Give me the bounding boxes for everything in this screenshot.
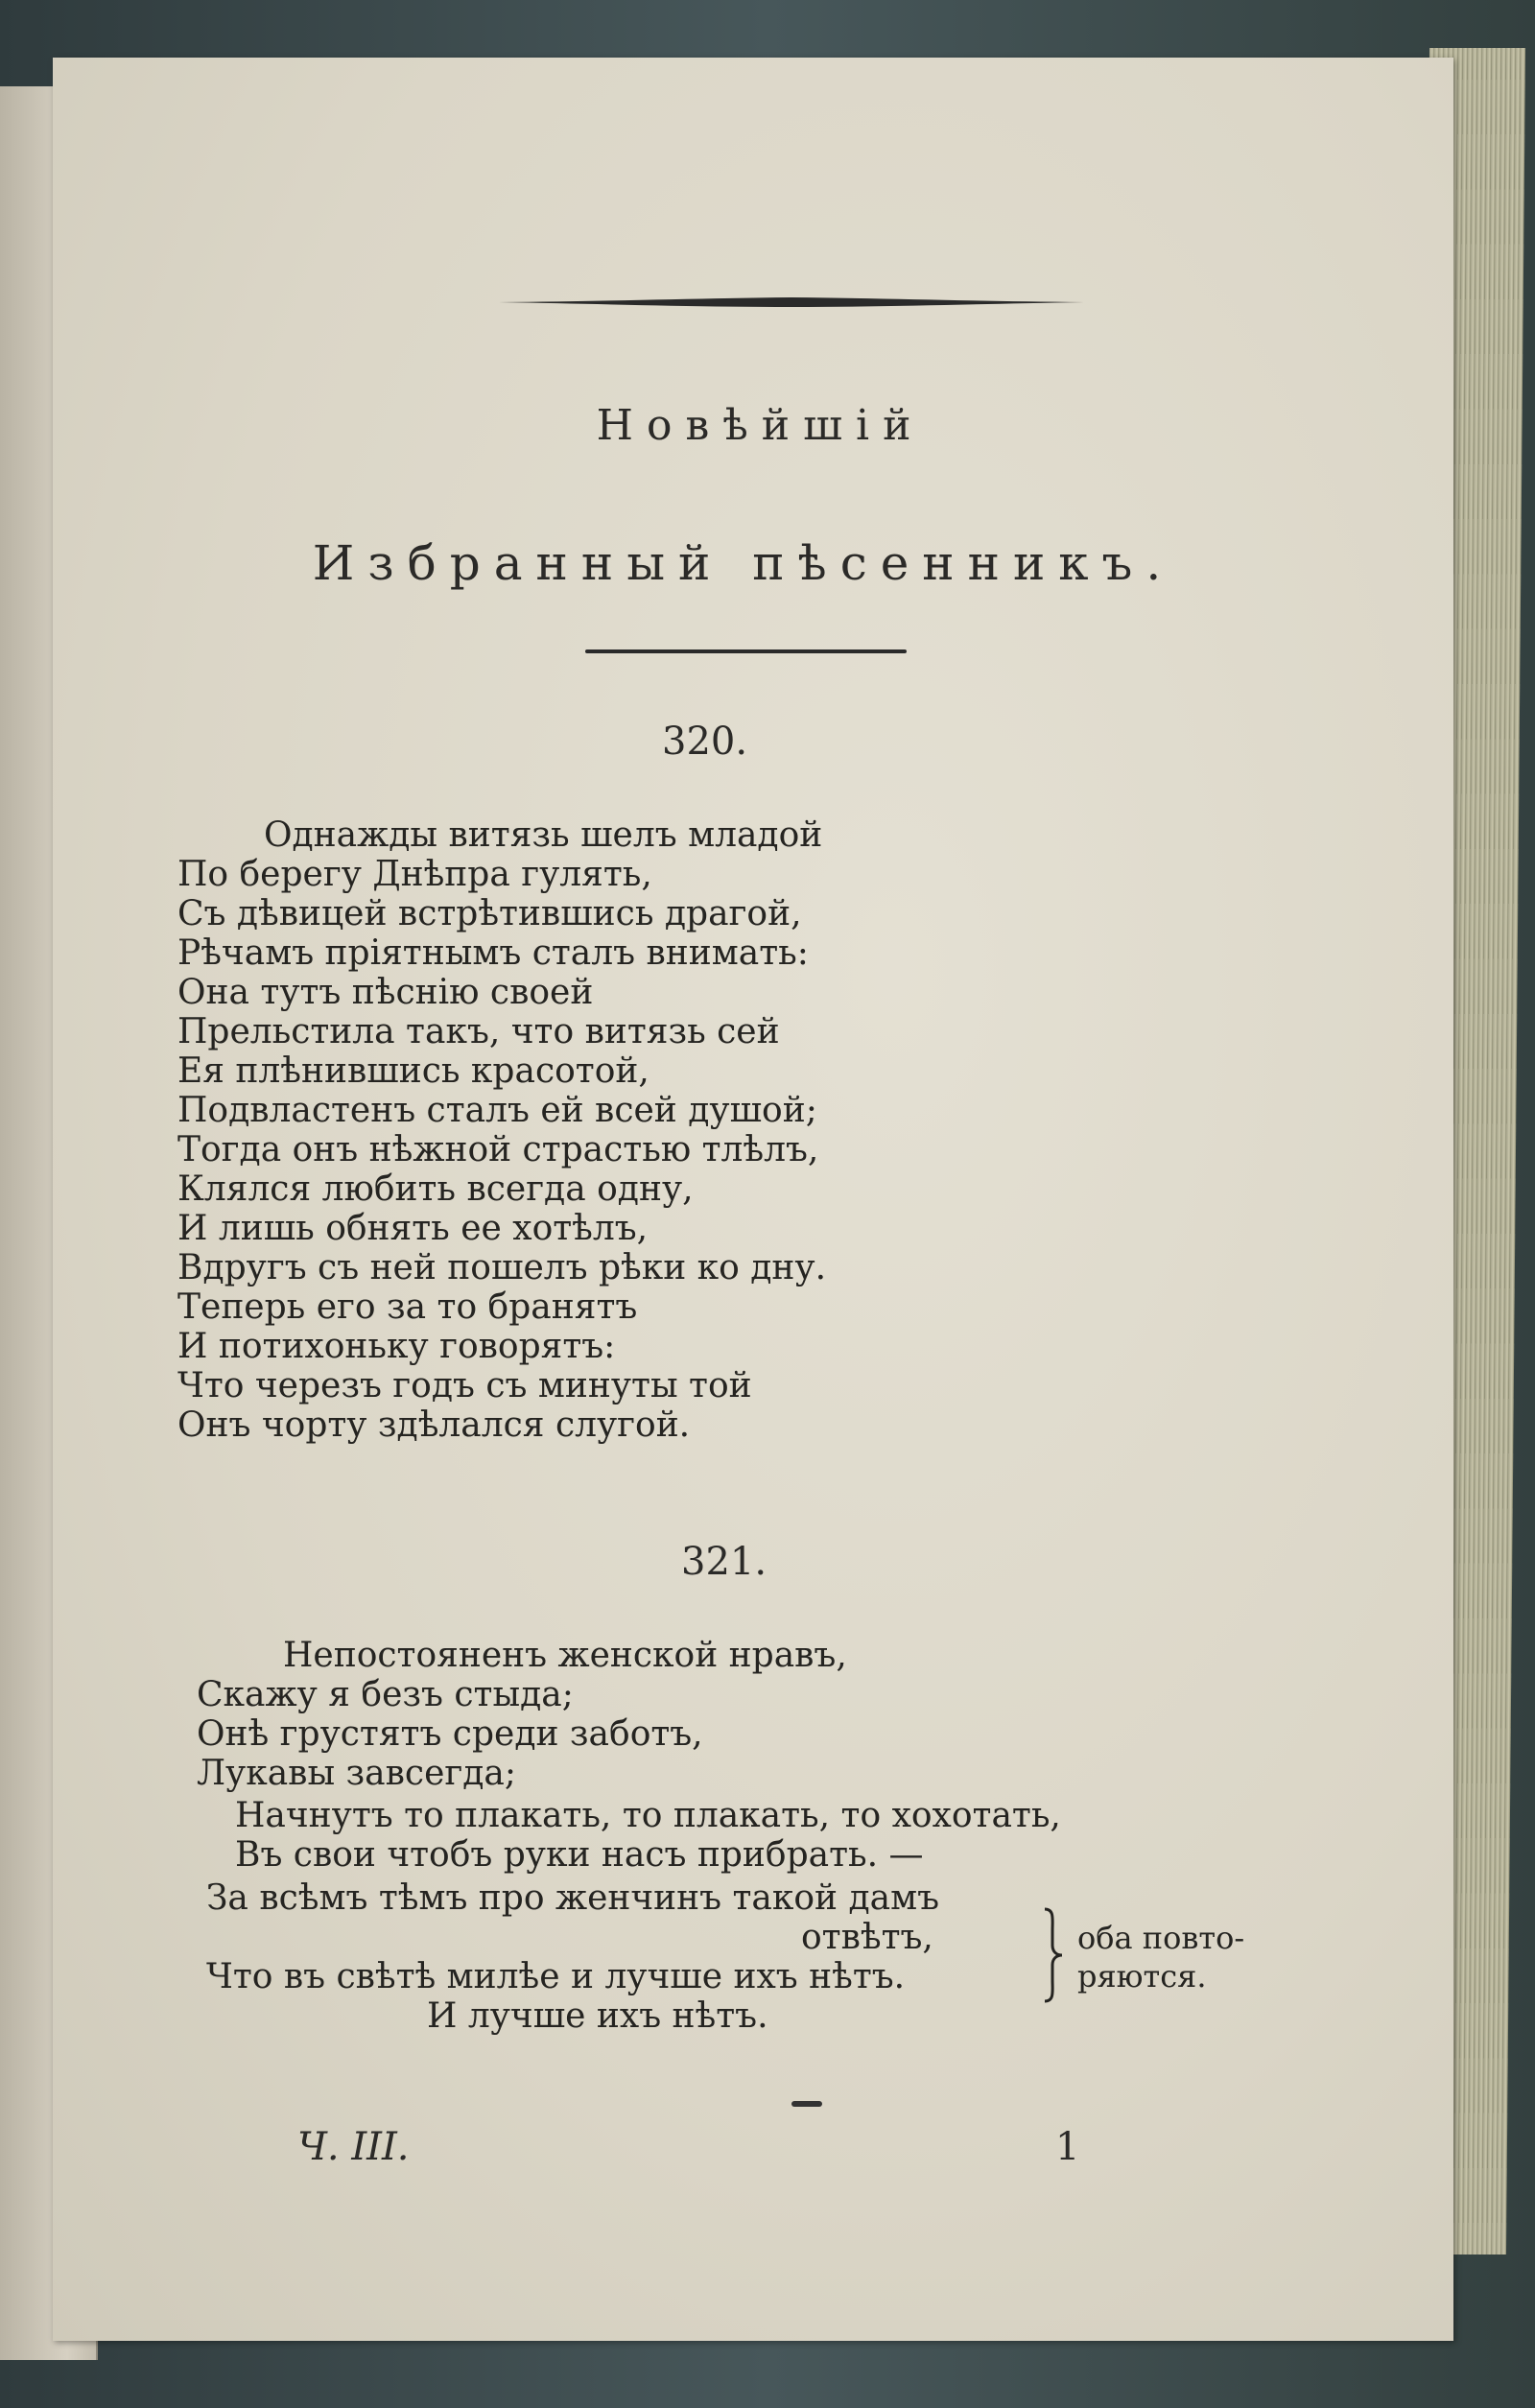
verse-line: Лукавы завсегда; — [197, 1754, 516, 1793]
curly-brace-icon — [1041, 1907, 1064, 2003]
verse-line: Съ дѣвицей встрѣтившись драгой, — [177, 894, 802, 933]
verse-line: Однажды витязь шелъ младой — [264, 815, 823, 855]
verse-line: Что черезъ годъ съ минуты той — [177, 1366, 752, 1405]
header-ornament-rule — [499, 295, 1084, 309]
verse-line: Въ свои чтобъ руки насъ прибрать. — — [235, 1835, 924, 1875]
song-number-320: 320. — [662, 720, 748, 764]
verse-line: Онъ чорту здѣлался слугой. — [177, 1405, 691, 1445]
verse-line: Она тутъ пѣснію своей — [177, 973, 594, 1012]
verse-line: По берегу Днѣпра гулять, — [177, 855, 652, 894]
song-321-text-part-b — [197, 1796, 1061, 1875]
title-line-1: Новѣйшій — [596, 401, 925, 450]
verse-line: Прельстила такъ, что витязь сей — [177, 1012, 780, 1051]
repeat-brace-note — [1041, 1907, 1348, 1994]
song-320-text — [177, 815, 826, 1445]
song-number-321: 321. — [681, 1540, 768, 1584]
footer-dash — [791, 2101, 822, 2107]
footer-signature: Ч. III. — [297, 2125, 410, 2169]
repeat-note-line-1: оба повто- — [1077, 1920, 1245, 1956]
verse-line: И лучше ихъ нѣтъ. — [427, 1996, 768, 2036]
book-page — [53, 58, 1453, 2341]
song-321-text-part-a — [197, 1636, 847, 1793]
verse-line: Клялся любить всегда одну, — [177, 1169, 694, 1209]
verse-line: Теперь его за то бранятъ — [177, 1287, 638, 1327]
verse-line: Подвластенъ сталъ ей всей душой; — [177, 1091, 817, 1130]
repeat-note-text — [1077, 1919, 1244, 1995]
verse-line: За всѣмъ тѣмъ про женчинъ такой дамъ — [206, 1878, 940, 1918]
verse-line: Ея плѣнившись красотой, — [177, 1051, 649, 1091]
verse-line: Онѣ грустятъ среди заботъ, — [197, 1714, 703, 1754]
verse-line: Скажу я безъ стыда; — [197, 1675, 574, 1714]
verse-line: И лишь обнять ее хотѣлъ, — [177, 1209, 649, 1248]
title-line-2: Избранный пѣсенникъ. — [312, 535, 1175, 591]
verse-line: Что въ свѣтѣ милѣе и лучше ихъ нѣтъ. — [206, 1957, 906, 1996]
verse-line: И потихоньку говорятъ: — [177, 1327, 616, 1366]
song-321-text-part-c — [206, 1878, 939, 2036]
repeat-note-line-2: ряются. — [1077, 1958, 1207, 1995]
verse-line: Тогда онъ нѣжной страстью тлѣлъ, — [177, 1130, 819, 1169]
verse-line: Рѣчамъ пріятнымъ сталъ внимать: — [177, 933, 809, 973]
verse-line: Непостояненъ женской нравъ, — [283, 1636, 847, 1675]
verse-line: Начнутъ то плакать, то плакать, то хохотать, — [235, 1796, 1061, 1835]
verse-line: Вдругъ съ ней пошелъ рѣки ко дну. — [177, 1248, 827, 1287]
footer-sheet-mark: 1 — [1055, 2125, 1080, 2169]
verse-line: отвѣтъ, — [801, 1918, 933, 1957]
title-divider — [585, 649, 907, 653]
